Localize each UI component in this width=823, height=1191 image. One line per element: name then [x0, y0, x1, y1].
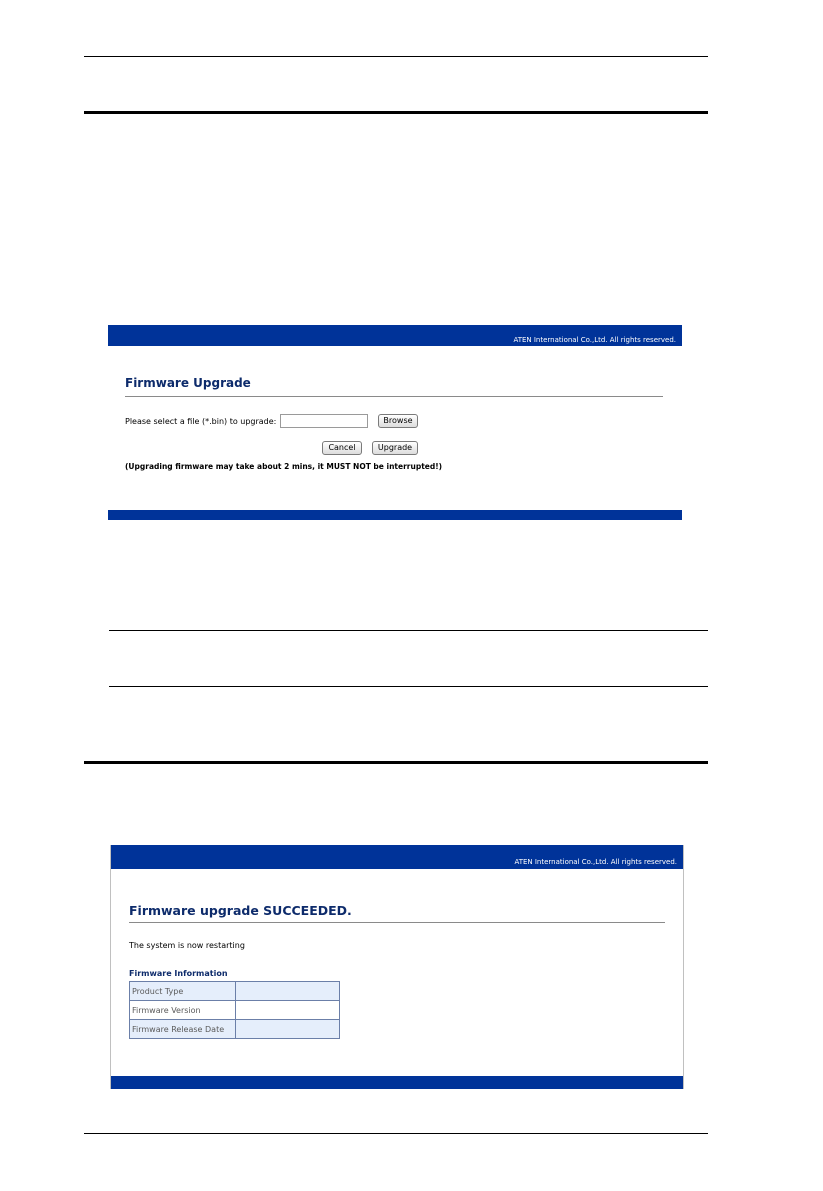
- firmware-info-table: [129, 981, 340, 1039]
- table-row: [130, 1001, 340, 1020]
- table-row: [130, 982, 340, 1001]
- brand-bar-bottom: [111, 1076, 683, 1089]
- file-select-label: Please select a file (*.bin) to upgrade:: [125, 417, 277, 426]
- firmware-info-heading: Firmware Information: [129, 969, 228, 978]
- cancel-button[interactable]: Cancel: [322, 441, 362, 455]
- firmware-release-date-value: [236, 1020, 340, 1039]
- note-rule-top: [109, 630, 708, 631]
- table-row: [130, 1020, 340, 1039]
- restart-message: The system is now restarting: [129, 941, 245, 950]
- upgrade-success-screenshot: [110, 845, 684, 1089]
- firmware-upgrade-screenshot: [108, 325, 682, 520]
- footer-rule: [84, 1133, 708, 1134]
- copyright-text: ATEN International Co.,Ltd. All rights reserved.: [513, 336, 676, 344]
- firmware-version-label: Firmware Version: [130, 1001, 236, 1020]
- section-rule-top: [84, 111, 708, 114]
- file-path-input[interactable]: [280, 414, 368, 428]
- product-type-label: Product Type: [130, 982, 236, 1001]
- browse-button[interactable]: Browse: [378, 414, 418, 428]
- firmware-release-date-label: Firmware Release Date: [130, 1020, 236, 1039]
- upgrade-warning: (Upgrading firmware may take about 2 mins, it MUST NOT be interrupted!): [125, 462, 443, 471]
- brand-bar-top: [111, 845, 683, 869]
- note-rule-bottom: [109, 686, 708, 687]
- section-rule-middle: [84, 761, 708, 764]
- page-title: Firmware Upgrade: [125, 376, 663, 397]
- copyright-text: ATEN International Co.,Ltd. All rights reserved.: [514, 858, 677, 866]
- header-rule: [84, 56, 708, 57]
- upgrade-button[interactable]: Upgrade: [372, 441, 418, 455]
- firmware-version-value: [236, 1001, 340, 1020]
- brand-bar-bottom: [108, 510, 682, 520]
- brand-bar-top: [108, 325, 682, 346]
- success-title: Firmware upgrade SUCCEEDED.: [129, 903, 665, 923]
- product-type-value: [236, 982, 340, 1001]
